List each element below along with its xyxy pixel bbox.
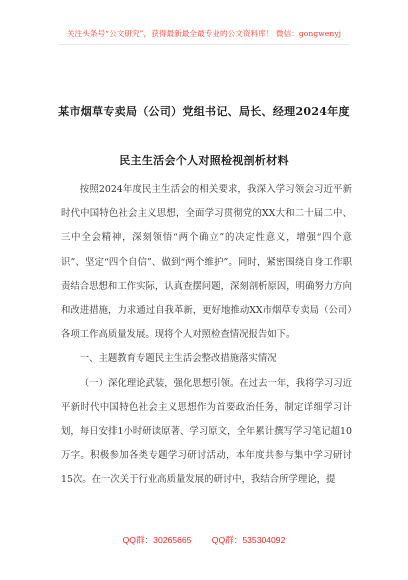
subsection-paragraph-1: （一）深化理论武装，强化思想引领。在过去一年，我将学习习近平新时代中国特色社会主义思想作为首要政治任务，制定详细学习计划，每日安排1小时研读原著、学习原文，全年累计撰写学习笔记超10万字。积极参加各类专题学习研讨活动，本年度共参与集中学习研讨15次。在一次关于行业高质量发展的研讨中，我结合所学理论，提 xyxy=(61,377,352,486)
promo-banner: 关注头条号“公文研究”，获得最新最全最专业的公文资料库！ 微信：gongwenyj xyxy=(66,29,342,38)
document-title-line-1: 某市烟草专卖局（公司）党组书记、局长、经理2024年度 xyxy=(58,105,350,118)
footer-qq-group-2: QQ群：535304092 xyxy=(211,535,286,545)
footer-contacts xyxy=(0,534,408,546)
intro-paragraph: 按照2024年度民主生活会的相关要求，我深入学习领会习近平新时代中国特色社会主义思想，全面学习贯彻党的XX大和二十届二中、三中全会精神，深刻领悟“两个确立”的决定性意义，增强“四个意识”、坚定“四个自信”、做到“两个维护”。同时，紧密围绕自身工作职责结合思想和工作实际，认真查摆问题，深刻剖析原因，明确努力方向和改进措施，力求通过自我革新，更好地推动XX市烟草专卖局（公司）各项工作高质量发展。现将个人对照检查情况报告如下。 xyxy=(61,184,352,341)
footer-qq-group-1: QQ群：30265665 xyxy=(122,535,192,545)
section-heading-1: 一、主题教育专题民主生活会整改措施落实情况 xyxy=(79,353,277,365)
header-divider xyxy=(58,44,350,45)
document-title-line-2: 民主生活会个人对照检视剖析材料 xyxy=(119,154,289,167)
document-body xyxy=(61,178,352,493)
